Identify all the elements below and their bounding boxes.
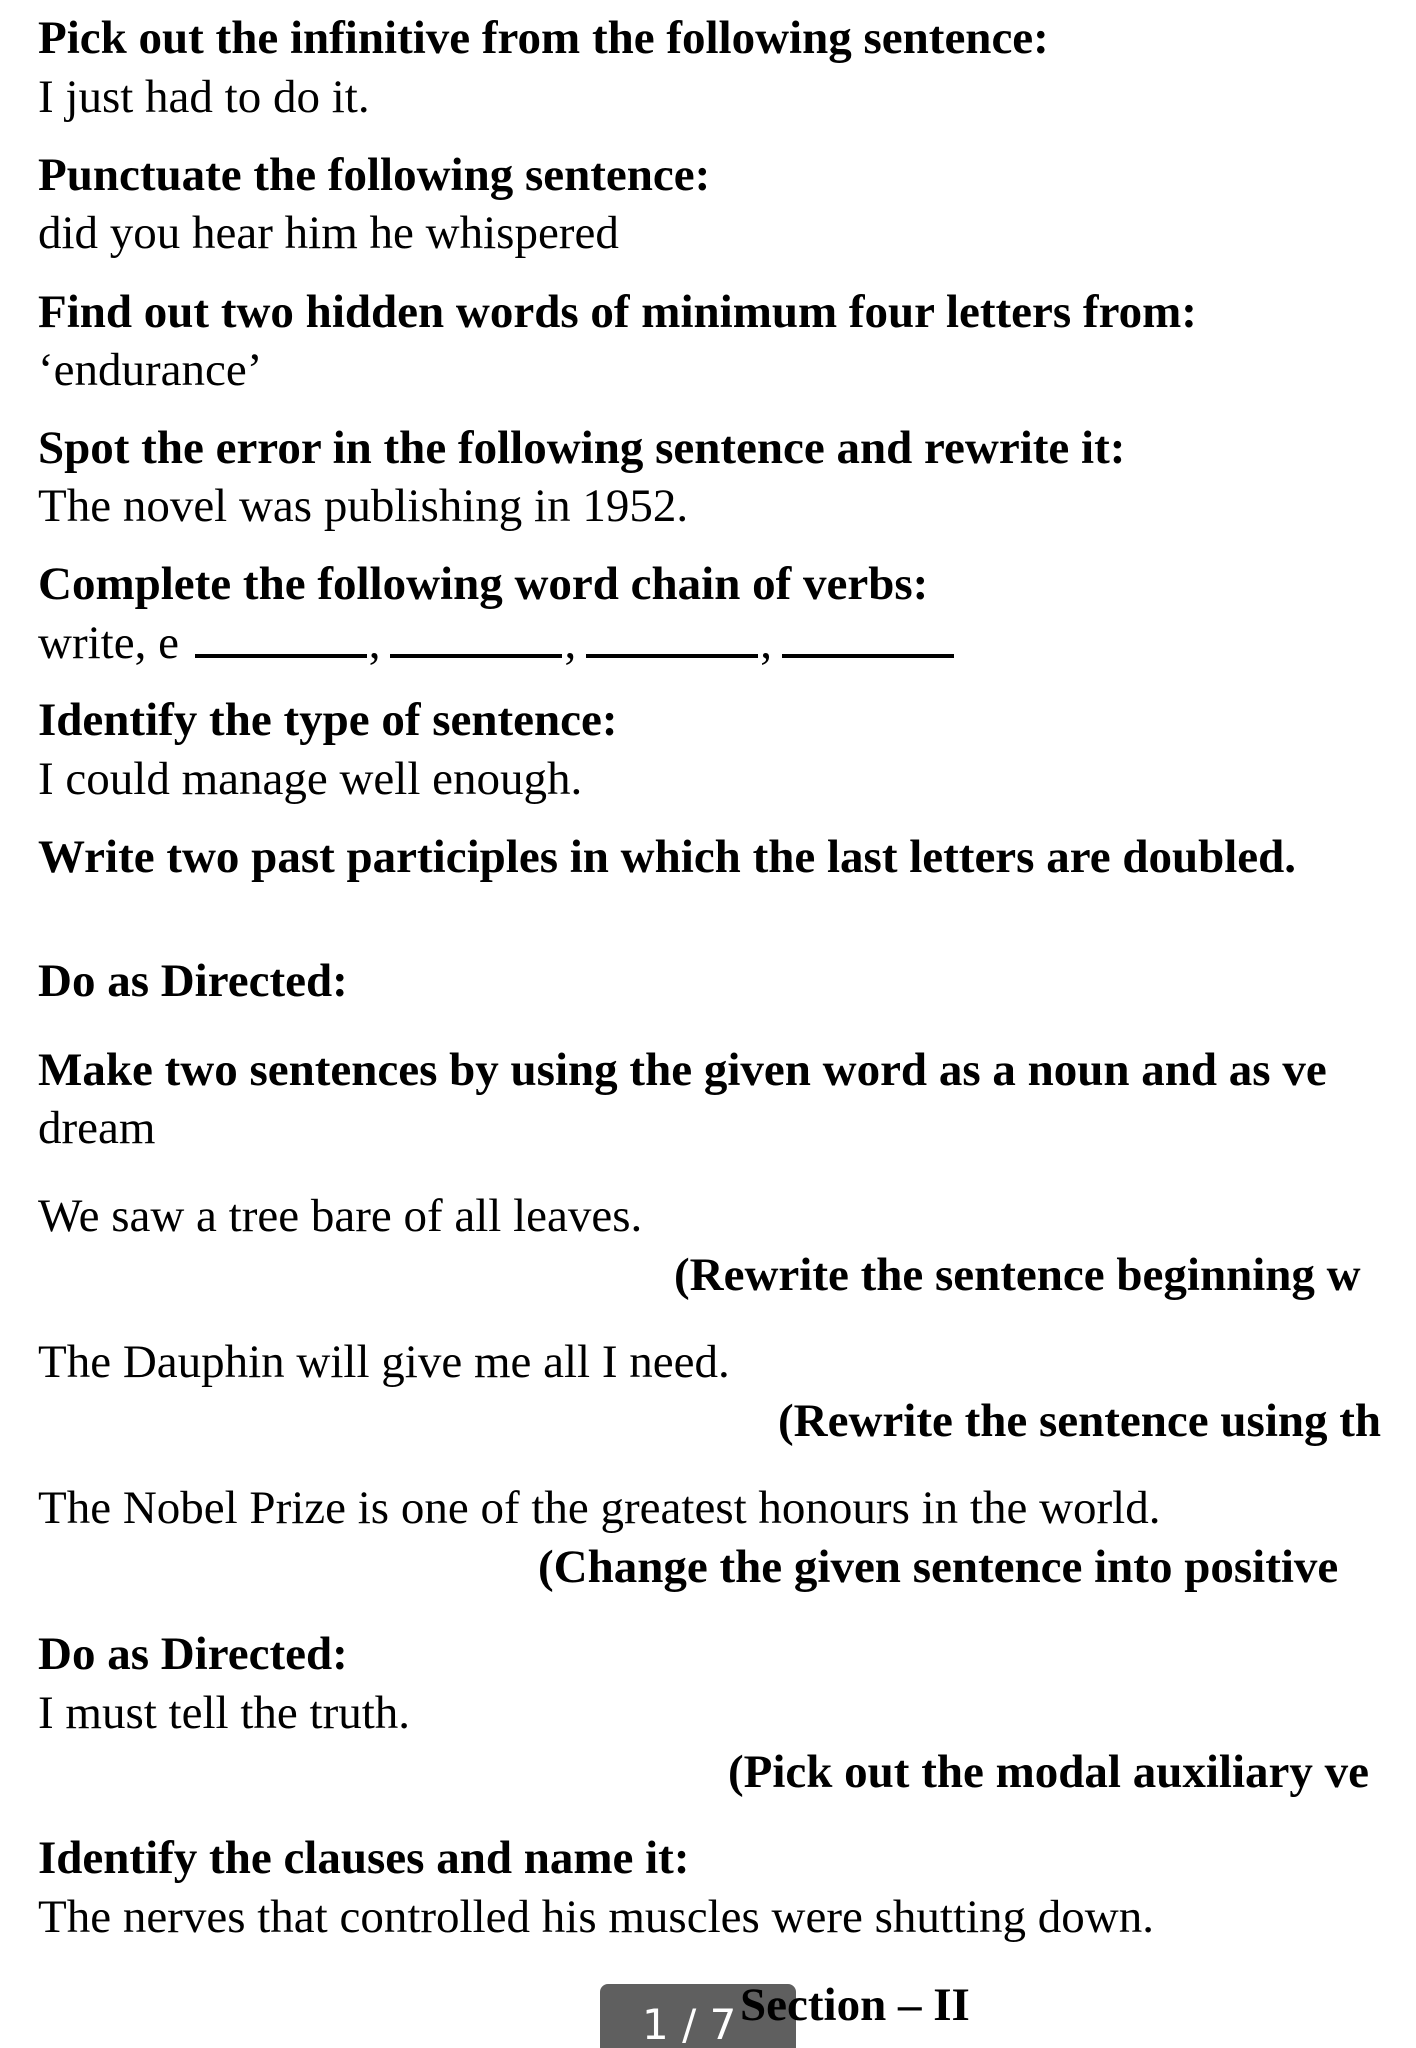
question-heading: Do as Directed: (38, 955, 348, 1007)
comma: , (368, 617, 381, 669)
question-instruction: (Rewrite the sentence beginning w (674, 1249, 1361, 1301)
word-chain-line (38, 617, 954, 669)
answer-blank[interactable] (782, 624, 954, 658)
section-heading: Section – II (740, 1979, 970, 2031)
question-heading: Spot the error in the following sentence and rewrite it: (38, 422, 1126, 474)
question-text: The Dauphin will give me all I need. (38, 1336, 730, 1388)
question-text: The novel was publishing in 1952. (38, 480, 689, 532)
question-text: ‘endurance’ (38, 344, 263, 396)
question-text: The Nobel Prize is one of the greatest honours in the world. (38, 1482, 1161, 1534)
question-text: did you hear him he whispered (38, 207, 619, 259)
question-text: write, e (38, 617, 179, 669)
answer-blank[interactable] (586, 624, 758, 658)
question-text: I just had to do it. (38, 71, 370, 123)
question-heading: Identify the clauses and name it: (38, 1832, 690, 1884)
question-heading: Find out two hidden words of minimum four letters from: (38, 286, 1197, 338)
question-heading: Do as Directed: (38, 1628, 348, 1680)
question-heading: Identify the type of sentence: (38, 694, 618, 746)
question-instruction: (Rewrite the sentence using th (778, 1395, 1382, 1447)
answer-blank[interactable] (390, 624, 562, 658)
page-indicator-label: 1 / 7 (642, 2000, 737, 2048)
comma: , (760, 617, 772, 669)
question-text: We saw a tree bare of all leaves. (38, 1190, 643, 1242)
question-instruction: (Pick out the modal auxiliary ve (728, 1746, 1369, 1798)
answer-blank[interactable] (195, 624, 367, 658)
question-text: I must tell the truth. (38, 1687, 411, 1739)
question-heading: Complete the following word chain of verbs: (38, 558, 929, 610)
question-heading: Write two past participles in which the last letters are doubled. (38, 831, 1297, 883)
question-instruction: (Change the given sentence into positive (538, 1541, 1339, 1593)
question-heading: Make two sentences by using the given word as a noun and as ve (38, 1044, 1327, 1096)
question-heading: Pick out the infinitive from the following sentence: (38, 12, 1049, 64)
question-text: I could manage well enough. (38, 753, 583, 805)
question-text: The nerves that controlled his muscles were shutting down. (38, 1891, 1154, 1943)
question-text: dream (38, 1102, 156, 1154)
question-heading: Punctuate the following sentence: (38, 149, 711, 201)
comma: , (564, 617, 577, 669)
